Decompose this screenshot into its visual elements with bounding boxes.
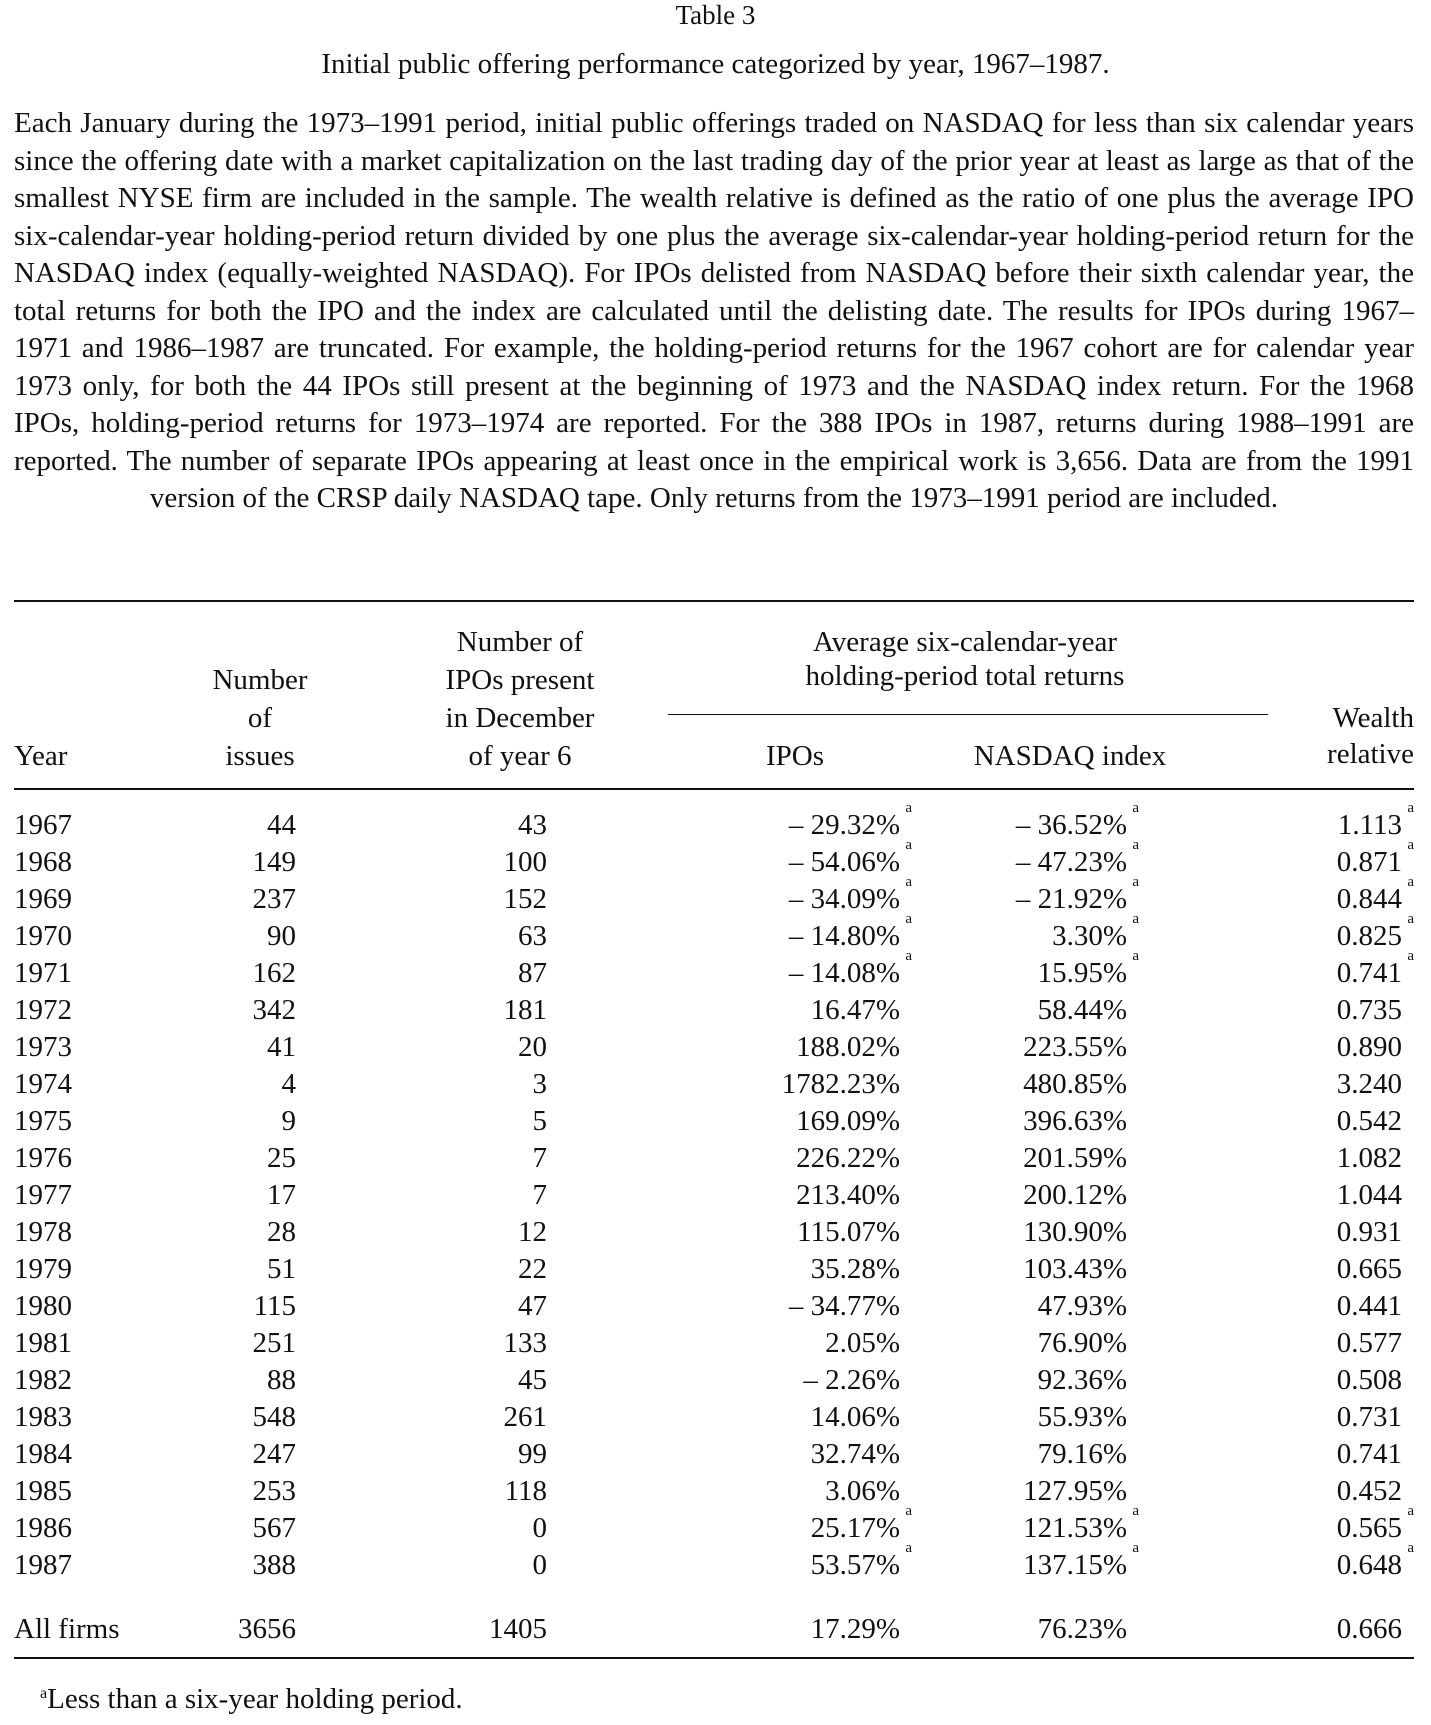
cell-present: 63 xyxy=(518,920,547,952)
all-firms-row xyxy=(0,1611,1431,1648)
cell-year: 1974 xyxy=(14,1068,72,1100)
cell-wealth-relative: 1.082 xyxy=(1336,1142,1402,1174)
footnote-marker: a xyxy=(1407,874,1414,890)
footnote-marker: a xyxy=(1132,948,1139,964)
all-firms-issues: 3656 xyxy=(238,1613,296,1645)
cell-issues: 4 xyxy=(281,1068,296,1100)
table-row xyxy=(0,948,1431,992)
cell-nasdaq-return: 121.53% a xyxy=(1023,1503,1139,1544)
cell-year: 1968 xyxy=(14,846,72,878)
cell-year: 1972 xyxy=(14,994,72,1026)
cell-present: 87 xyxy=(518,957,547,989)
footnote-marker: a xyxy=(1407,837,1414,853)
cell-present: 12 xyxy=(518,1216,547,1248)
cell-issues: 44 xyxy=(267,809,296,841)
cell-issues: 17 xyxy=(267,1179,296,1211)
cell-present: 20 xyxy=(518,1031,547,1063)
footnote-marker: a xyxy=(1407,800,1414,816)
cell-wealth-relative: 0.890 xyxy=(1336,1031,1402,1063)
cell-issues: 162 xyxy=(252,957,296,989)
table-row xyxy=(0,1214,1431,1251)
cell-ipo-return: – 14.80% a xyxy=(788,911,912,952)
table-row xyxy=(0,911,1431,955)
cell-nasdaq-return: – 36.52% a xyxy=(1015,800,1139,841)
cell-present: 5 xyxy=(532,1105,547,1137)
footnote-marker: a xyxy=(40,1685,48,1702)
footnote-marker: a xyxy=(1407,1503,1414,1519)
all-firms-nasdaq-return: 76.23% xyxy=(1037,1613,1127,1645)
cell-present: 181 xyxy=(503,994,547,1026)
cell-ipo-return: – 14.08% a xyxy=(788,948,912,989)
cell-nasdaq-return: 79.16% xyxy=(1037,1438,1127,1470)
cell-present: 7 xyxy=(532,1142,547,1174)
cell-wealth-relative: 0.741 a xyxy=(1336,948,1414,989)
cell-year: 1982 xyxy=(14,1364,72,1396)
cell-wealth-relative: 0.542 xyxy=(1336,1105,1402,1137)
cell-year: 1975 xyxy=(14,1105,72,1137)
header-ipos: IPOs xyxy=(765,740,824,772)
cell-nasdaq-return: 55.93% xyxy=(1037,1401,1127,1433)
cell-year: 1977 xyxy=(14,1179,72,1211)
table-row xyxy=(0,1362,1431,1399)
table-row xyxy=(0,874,1431,918)
cell-wealth-relative: 0.735 xyxy=(1336,994,1402,1026)
cell-issues: 548 xyxy=(252,1401,296,1433)
footnote-marker: a xyxy=(1132,1540,1139,1556)
cell-wealth-relative: 0.844 a xyxy=(1336,874,1414,915)
header-wealth-line1: Wealth xyxy=(1332,702,1414,734)
cell-wealth-relative: 0.441 xyxy=(1336,1290,1402,1322)
table-row xyxy=(0,1436,1431,1473)
cell-issues: 115 xyxy=(253,1290,296,1322)
cell-issues: 88 xyxy=(267,1364,296,1396)
cell-present: 45 xyxy=(518,1364,547,1396)
header-returns-group-line1: Average six-calendar-year xyxy=(813,626,1117,658)
cell-nasdaq-return: – 47.23% a xyxy=(1015,837,1139,878)
cell-issues: 251 xyxy=(252,1327,296,1359)
cell-wealth-relative: 0.741 xyxy=(1336,1438,1402,1470)
footnote-marker: a xyxy=(905,800,912,816)
cell-issues: 247 xyxy=(252,1438,296,1470)
top-rule xyxy=(14,600,1414,602)
cell-issues: 25 xyxy=(267,1142,296,1174)
header-year: Year xyxy=(14,740,68,772)
footnote-marker: a xyxy=(905,948,912,964)
cell-issues: 28 xyxy=(267,1216,296,1248)
cell-nasdaq-return: 137.15% a xyxy=(1023,1540,1139,1581)
footnote-marker: a xyxy=(905,1503,912,1519)
table-row xyxy=(0,1140,1431,1177)
cell-present: 22 xyxy=(518,1253,547,1285)
cell-issues: 237 xyxy=(252,883,296,915)
table-row xyxy=(0,1503,1431,1547)
cell-ipo-return: – 34.77% xyxy=(788,1290,900,1322)
table-body xyxy=(0,800,1431,1584)
table-row xyxy=(0,1399,1431,1436)
cell-wealth-relative: 0.648 a xyxy=(1336,1540,1414,1581)
table-row xyxy=(0,1066,1431,1103)
cell-ipo-return: 188.02% xyxy=(796,1031,900,1063)
cell-ipo-return: 14.06% xyxy=(810,1401,900,1433)
cell-present: 261 xyxy=(503,1401,547,1433)
cell-wealth-relative: 0.565 a xyxy=(1336,1503,1414,1544)
cell-wealth-relative: 0.577 xyxy=(1336,1327,1402,1359)
footnote-marker: a xyxy=(905,1540,912,1556)
header-wealth-line2: relative xyxy=(1327,738,1414,770)
cell-issues: 388 xyxy=(252,1549,296,1581)
bottom-rule xyxy=(14,1657,1414,1659)
table-row xyxy=(0,800,1431,844)
table-caption: Initial public offering performance categorized by year, 1967–1987. xyxy=(321,48,1110,80)
cell-nasdaq-return: 15.95% a xyxy=(1037,948,1139,989)
footnote-marker: a xyxy=(905,874,912,890)
footnote-marker: a xyxy=(905,837,912,853)
all-firms-present: 1405 xyxy=(489,1613,547,1645)
cell-present: 0 xyxy=(532,1512,547,1544)
cell-wealth-relative: 0.731 xyxy=(1336,1401,1402,1433)
cell-nasdaq-return: 130.90% xyxy=(1023,1216,1127,1248)
header-issues-line2: of xyxy=(247,702,273,734)
footnote-marker: a xyxy=(1132,874,1139,890)
cell-present: 7 xyxy=(532,1179,547,1211)
cell-wealth-relative: 0.452 xyxy=(1336,1475,1402,1507)
all-firms-wealth-relative: 0.666 xyxy=(1336,1613,1402,1645)
header-present-line4: of year 6 xyxy=(468,740,572,772)
all-firms-label: All firms xyxy=(14,1613,120,1645)
table-row xyxy=(0,837,1431,881)
cell-year: 1979 xyxy=(14,1253,72,1285)
cell-present: 3 xyxy=(532,1068,547,1100)
header-issues-line1: Number xyxy=(212,664,308,696)
cell-nasdaq-return: 201.59% xyxy=(1023,1142,1127,1174)
footnote-marker: a xyxy=(1407,911,1414,927)
cell-ipo-return: 213.40% xyxy=(796,1179,900,1211)
footnote-marker: a xyxy=(1407,1540,1414,1556)
header-present-line2: IPOs present xyxy=(445,664,595,696)
table-description: Each January during the 1973–1991 period, initial public offerings traded on NASDAQ for less than six calendar years since the offering date with a market capitalization on the last trading day of the prior year at least as large as that of the smallest NYSE firm are included in the sample. The wealth relative is defined as the ratio of one plus the average IPO six-calendar-year holding-period return divided by one plus the average six-calendar-year holding-period return for the NASDAQ index (equally-weighted NASDAQ). For IPOs delisted from NASDAQ before their sixth calendar year, the total returns for both the IPO and the index are calculated until the delisting date. The results for IPOs during 1967–1971 and 1986–1987 are truncated. For example, the holding-period returns for the 1967 cohort are for calendar year 1973 only, for both the 44 IPOs still present at the beginning of 1973 and the NASDAQ index return. For the 1968 IPOs, holding-period returns for 1973–1974 are reported. For the 388 IPOs in 1987, returns during 1988–1991 are reported. The number of separate IPOs appearing at least once in the empirical work is 3,656. Data are from the 1991 version of the CRSP daily NASDAQ tape. Only returns from the 1973–1991 period are included. xyxy=(14,107,1414,514)
cell-issues: 253 xyxy=(252,1475,296,1507)
cell-ipo-return: 25.17% a xyxy=(810,1503,912,1544)
table-row xyxy=(0,1251,1431,1288)
cell-ipo-return: – 54.06% a xyxy=(788,837,912,878)
header-bottom-rule xyxy=(14,788,1414,790)
footnote-marker: a xyxy=(1132,837,1139,853)
cell-nasdaq-return: 47.93% xyxy=(1037,1290,1127,1322)
cell-present: 118 xyxy=(504,1475,547,1507)
cell-present: 152 xyxy=(503,883,547,915)
cell-issues: 149 xyxy=(252,846,296,878)
footnote-marker: a xyxy=(1132,800,1139,816)
header-present-line1: Number of xyxy=(456,626,584,658)
all-firms-ipo-return: 17.29% xyxy=(810,1613,900,1645)
cell-year: 1985 xyxy=(14,1475,72,1507)
cell-issues: 9 xyxy=(281,1105,296,1137)
cell-nasdaq-return: 480.85% xyxy=(1023,1068,1127,1100)
cell-issues: 41 xyxy=(267,1031,296,1063)
table-row xyxy=(0,1540,1431,1584)
cell-nasdaq-return: – 21.92% a xyxy=(1015,874,1139,915)
cell-wealth-relative: 1.113 a xyxy=(1337,800,1414,841)
cell-year: 1967 xyxy=(14,809,72,841)
cell-wealth-relative: 3.240 xyxy=(1336,1068,1402,1100)
cell-present: 43 xyxy=(518,809,547,841)
cell-ipo-return: 32.74% xyxy=(810,1438,900,1470)
header-issues-line3: issues xyxy=(225,740,295,772)
footnote-marker: a xyxy=(1132,1503,1139,1519)
cell-wealth-relative: 0.825 a xyxy=(1336,911,1414,952)
cell-year: 1971 xyxy=(14,957,72,989)
header-returns-group-line2: holding-period total returns xyxy=(805,660,1125,692)
cell-year: 1978 xyxy=(14,1216,72,1248)
cell-wealth-relative: 0.665 xyxy=(1336,1253,1402,1285)
cell-present: 47 xyxy=(518,1290,547,1322)
cell-nasdaq-return: 223.55% xyxy=(1023,1031,1127,1063)
header-nasdaq-index: NASDAQ index xyxy=(973,740,1167,772)
cell-issues: 567 xyxy=(252,1512,296,1544)
footnote-text: Less than a six-year holding period. xyxy=(47,1683,463,1715)
cell-year: 1969 xyxy=(14,883,72,915)
cell-year: 1973 xyxy=(14,1031,72,1063)
footnote-marker: a xyxy=(905,911,912,927)
cell-nasdaq-return: 200.12% xyxy=(1023,1179,1127,1211)
cell-ipo-return: 2.05% xyxy=(825,1327,900,1359)
cell-nasdaq-return: 396.63% xyxy=(1023,1105,1127,1137)
table-row xyxy=(0,1177,1431,1214)
cell-year: 1970 xyxy=(14,920,72,952)
cell-nasdaq-return: 3.30% a xyxy=(1052,911,1139,952)
header-present-line3: in December xyxy=(445,702,595,734)
cell-issues: 342 xyxy=(252,994,296,1026)
table-row xyxy=(0,1103,1431,1140)
cell-wealth-relative: 0.871 a xyxy=(1336,837,1414,878)
table-row xyxy=(0,1325,1431,1362)
cell-ipo-return: 16.47% xyxy=(810,994,900,1026)
table-row xyxy=(0,1473,1431,1510)
cell-issues: 51 xyxy=(267,1253,296,1285)
cell-ipo-return: 226.22% xyxy=(796,1142,900,1174)
cell-ipo-return: 3.06% xyxy=(825,1475,900,1507)
cell-nasdaq-return: 58.44% xyxy=(1037,994,1127,1026)
cell-ipo-return: 53.57% a xyxy=(810,1540,912,1581)
cell-nasdaq-return: 92.36% xyxy=(1037,1364,1127,1396)
cell-year: 1981 xyxy=(14,1327,72,1359)
cell-wealth-relative: 1.044 xyxy=(1336,1179,1402,1211)
cell-year: 1987 xyxy=(14,1549,72,1581)
cell-year: 1980 xyxy=(14,1290,72,1322)
table-row xyxy=(0,1288,1431,1325)
cell-present: 133 xyxy=(503,1327,547,1359)
cell-nasdaq-return: 103.43% xyxy=(1023,1253,1127,1285)
cell-year: 1983 xyxy=(14,1401,72,1433)
table-row xyxy=(0,992,1431,1029)
cell-nasdaq-return: 76.90% xyxy=(1037,1327,1127,1359)
footnote-marker: a xyxy=(1407,948,1414,964)
cell-ipo-return: – 29.32% a xyxy=(788,800,912,841)
cell-wealth-relative: 0.508 xyxy=(1336,1364,1402,1396)
cell-wealth-relative: 0.931 xyxy=(1336,1216,1402,1248)
cell-nasdaq-return: 127.95% xyxy=(1023,1475,1127,1507)
table-row xyxy=(0,1029,1431,1066)
cell-year: 1976 xyxy=(14,1142,72,1174)
cell-ipo-return: – 34.09% a xyxy=(788,874,912,915)
table-footnote xyxy=(40,1677,463,1716)
cell-ipo-return: 169.09% xyxy=(796,1105,900,1137)
header-group-rule xyxy=(668,714,1268,715)
cell-present: 100 xyxy=(503,846,547,878)
cell-ipo-return: 115.07% xyxy=(797,1216,900,1248)
cell-present: 0 xyxy=(532,1549,547,1581)
cell-issues: 90 xyxy=(267,920,296,952)
cell-ipo-return: 1782.23% xyxy=(781,1068,900,1100)
table-label: Table 3 xyxy=(675,0,756,30)
footnote-marker: a xyxy=(1132,911,1139,927)
cell-ipo-return: 35.28% xyxy=(810,1253,900,1285)
cell-ipo-return: – 2.26% xyxy=(803,1364,900,1396)
cell-present: 99 xyxy=(518,1438,547,1470)
cell-year: 1986 xyxy=(14,1512,72,1544)
cell-year: 1984 xyxy=(14,1438,72,1470)
